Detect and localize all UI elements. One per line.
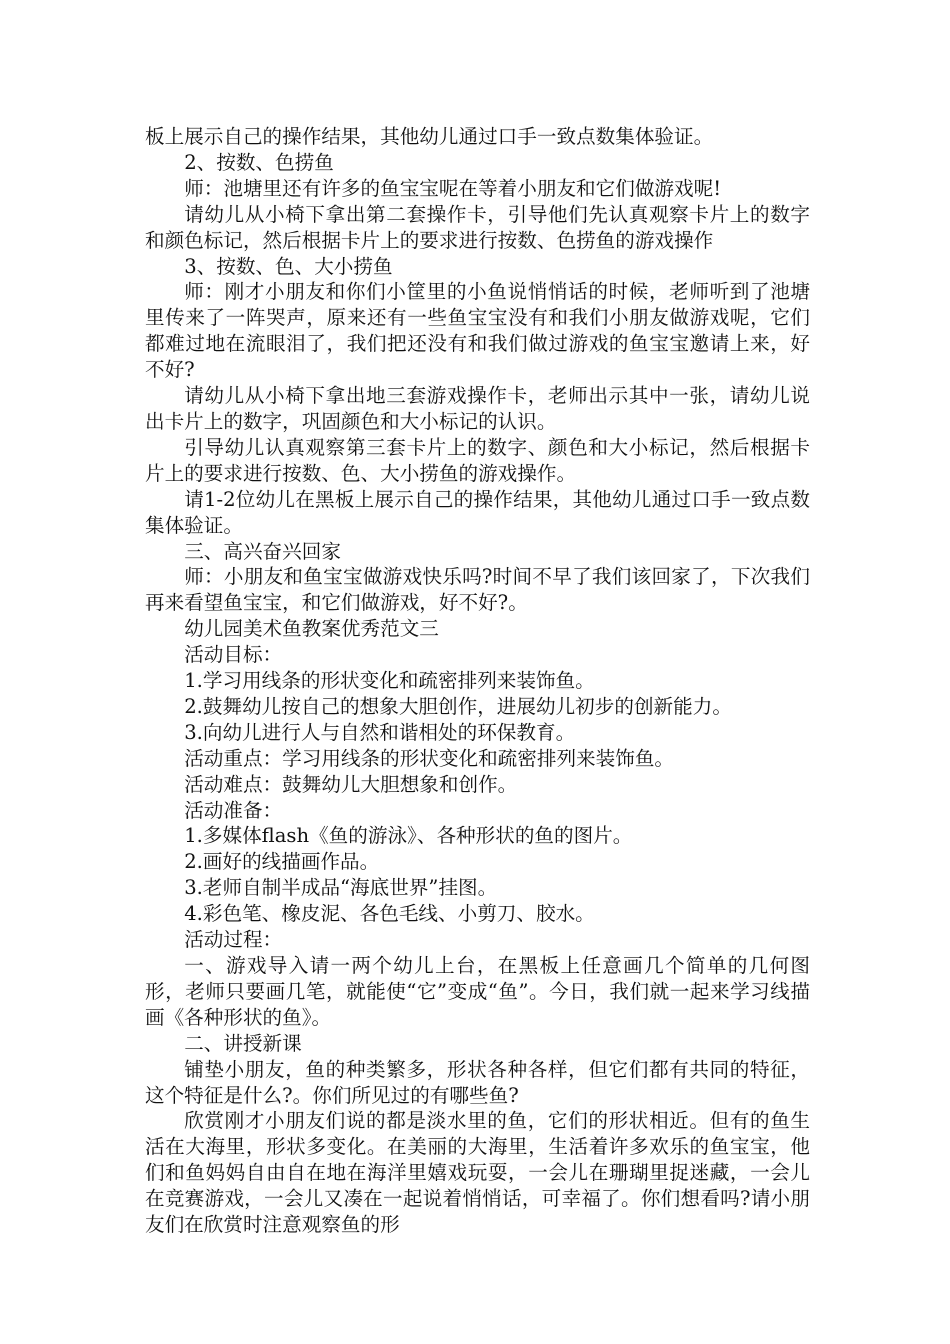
paragraph: 活动难点：鼓舞幼儿大胆想象和创作。 — [184, 772, 518, 796]
list-item: 1.多媒体flash《鱼的游泳》、各种形状的鱼的图片。 — [184, 824, 633, 848]
section-heading: 活动过程： — [184, 928, 283, 952]
paragraph: 师：池塘里还有许多的鱼宝宝呢在等着小朋友和它们做游戏呢! — [184, 176, 722, 200]
paragraph: 活动重点：学习用线条的形状变化和疏密排列来装饰鱼。 — [184, 746, 675, 770]
paragraph: 欣赏刚才小朋友们说的都是淡水里的鱼，它们的形状相近。但有的鱼生活在大海里，形状多变化。在美丽的大海里，生活着许多欢乐的鱼宝宝，他们和鱼妈妈自由自在地在海洋里嬉戏玩耍，一会儿在珊瑚里捉迷藏，一会儿在竞赛游戏，一会儿又凑在一起说着悄悄话，可幸福了。你们想看吗?请小朋友们在欣赏时注意观察鱼的形 — [145, 1109, 810, 1237]
paragraph: 请幼儿从小椅下拿出地三套游戏操作卡，老师出示其中一张，请幼儿说出卡片上的数字，巩固颜色和大小标记的认识。 — [145, 384, 810, 433]
list-item: 2.画好的线描画作品。 — [184, 850, 380, 874]
paragraph: 一、游戏导入请一两个幼儿上台，在黑板上任意画几个简单的几何图形，老师只要画几笔，就能使“它”变成“鱼”。今日，我们就一起来学习线描画《各种形状的鱼》。 — [145, 954, 810, 1029]
paragraph: 铺垫小朋友，鱼的种类繁多，形状各种各样，但它们都有共同的特征，这个特征是什么?。你们所见过的有哪些鱼? — [145, 1057, 810, 1107]
list-item: 1.学习用线条的形状变化和疏密排列来装饰鱼。 — [184, 669, 595, 693]
paragraph: 3、按数、色、大小捞鱼 — [184, 254, 393, 278]
paragraph: 2、按数、色捞鱼 — [184, 150, 334, 174]
section-heading: 三、高兴奋兴回家 — [184, 539, 341, 563]
paragraph: 引导幼儿认真观察第三套卡片上的数字、颜色和大小标记，然后根据卡片上的要求进行按数、色、大小捞鱼的游戏操作。 — [145, 435, 810, 485]
list-item: 4.彩色笔、橡皮泥、各色毛线、小剪刀、胶水。 — [184, 902, 595, 926]
section-heading: 二、讲授新课 — [184, 1031, 302, 1055]
document-body — [145, 124, 810, 1238]
list-item: 3.向幼儿进行人与自然和谐相处的环保教育。 — [184, 720, 576, 744]
section-heading: 活动准备： — [184, 798, 283, 822]
paragraph: 师：刚才小朋友和你们小筐里的小鱼说悄悄话的时候，老师听到了池塘里传来了一阵哭声，原来还有一些鱼宝宝没有和我们小朋友做游戏呢，它们都难过地在流眼泪了，我们把还没有和我们做过游戏的鱼宝宝邀请上来，好不好? — [145, 280, 810, 382]
paragraph: 板上展示自己的操作结果，其他幼儿通过口手一致点数集体验证。 — [145, 125, 714, 148]
paragraph: 师：小朋友和鱼宝宝做游戏快乐吗?时间不早了我们该回家了，下次我们再来看望鱼宝宝，和它们做游戏，好不好?。 — [145, 565, 810, 615]
document-title: 幼儿园美术鱼教案优秀范文三 — [184, 617, 439, 641]
section-heading: 活动目标： — [184, 643, 283, 667]
paragraph: 请1-2位幼儿在黑板上展示自己的操作结果，其他幼儿通过口手一致点数集体验证。 — [145, 487, 810, 537]
list-item: 2.鼓舞幼儿按自己的想象大胆创作，进展幼儿初步的创新能力。 — [184, 694, 732, 718]
paragraph: 请幼儿从小椅下拿出第二套操作卡，引导他们先认真观察卡片上的数字和颜色标记，然后根据卡片上的要求进行按数、色捞鱼的游戏操作 — [145, 202, 810, 252]
list-item: 3.老师自制半成品“海底世界”挂图。 — [184, 876, 498, 900]
